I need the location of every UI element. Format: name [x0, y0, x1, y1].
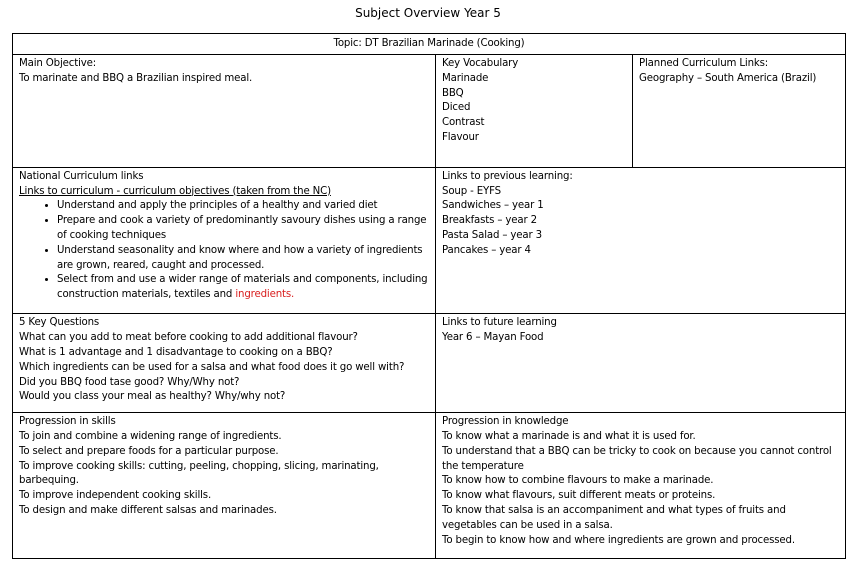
nc-bullet: • Understand seasonality and know where and how a variety of ingredients are grown, reared, caught and processed. [57, 244, 429, 274]
nc-highlight-word: ingredients. [235, 289, 295, 301]
knowledge-item: To know how to combine flavours to make a marinade. [442, 475, 714, 487]
overview-table [12, 33, 846, 559]
knowledge-item: To know what a marinade is and what it is used for. [442, 431, 696, 443]
main-objective-text: To marinate and BBQ a Brazilian inspired meal. [19, 72, 253, 84]
page-title: Subject Overview Year 5 [355, 6, 501, 20]
main-objective-heading: Main Objective: [19, 58, 97, 70]
skill-item: To select and prepare foods for a particular purpose. [19, 445, 279, 457]
key-question: Did you BBQ food tase good? Why/Why not? [19, 376, 240, 388]
progression-skills-cell [13, 413, 436, 559]
nc-bullet-list [19, 199, 429, 303]
national-curriculum-subheading: Links to curriculum - curriculum objectives (taken from the NC) [19, 185, 331, 197]
future-learning-cell [436, 314, 846, 413]
future-learning-item: Year 6 – Mayan Food [442, 332, 544, 344]
future-learning-heading: Links to future learning [442, 317, 557, 329]
knowledge-item: To begin to know how and where ingredients are grown and processed. [442, 534, 795, 546]
nc-bullet [57, 273, 429, 303]
vocab-item: Marinade [442, 72, 489, 84]
nc-bullet: • Understand and apply the principles of a healthy and varied diet [57, 199, 429, 214]
previous-learning-cell [436, 167, 846, 314]
previous-learning-item: Sandwiches – year 1 [442, 200, 544, 212]
national-curriculum-cell [13, 167, 436, 314]
key-question: What is 1 advantage and 1 disadvantage to cooking on a BBQ? [19, 347, 333, 359]
previous-learning-item: Pasta Salad – year 3 [442, 230, 542, 242]
vocab-item: Flavour [442, 132, 479, 144]
key-question: Which ingredients can be used for a salsa and what food does it go well with? [19, 361, 405, 373]
curriculum-links-cell [633, 55, 846, 168]
vocab-item: Contrast [442, 117, 485, 129]
key-vocabulary-heading: Key Vocabulary [442, 58, 519, 70]
key-questions-cell [13, 314, 436, 413]
skill-item: To join and combine a widening range of ingredients. [19, 431, 282, 443]
key-question: What can you add to meat before cooking to add additional flavour? [19, 332, 358, 344]
knowledge-item: To understand that a BBQ can be tricky to cook on because you cannot control the temperature [442, 445, 832, 472]
skill-item: To design and make different salsas and marinades. [19, 505, 277, 517]
knowledge-item: To know what flavours, suit different meats or proteins. [442, 490, 716, 502]
main-objective-cell [13, 55, 436, 168]
progression-skills-heading: Progression in skills [19, 416, 116, 428]
key-questions-heading: 5 Key Questions [19, 317, 100, 329]
vocab-item: Diced [442, 102, 471, 114]
progression-knowledge-cell [436, 413, 846, 559]
previous-learning-heading: Links to previous learning: [442, 170, 573, 182]
skill-item: To improve cooking skills: cutting, peeling, chopping, slicing, marinating, barbequing. [19, 460, 379, 487]
nc-bullet: • Prepare and cook a variety of predominantly savoury dishes using a range of cooking techniques [57, 214, 429, 244]
national-curriculum-heading: National Curriculum links [19, 170, 144, 182]
curriculum-links-text: Geography – South America (Brazil) [639, 72, 817, 84]
knowledge-item: To know that salsa is an accompaniment and what types of fruits and vegetables can be used in a salsa. [442, 505, 786, 531]
nc-bullet-text: Select from and use a wider range of materials and components, including construction materials, textiles and [57, 274, 428, 301]
curriculum-links-heading: Planned Curriculum Links: [639, 58, 769, 70]
key-vocabulary-cell [436, 55, 633, 168]
previous-learning-item: Breakfasts – year 2 [442, 215, 537, 227]
previous-learning-item: Soup - EYFS [442, 185, 501, 197]
key-question: Would you class your meal as healthy? Why/why not? [19, 391, 286, 403]
vocab-item: BBQ [442, 87, 464, 99]
topic-header: Topic: DT Brazilian Marinade (Cooking) [13, 34, 846, 55]
previous-learning-item: Pancakes – year 4 [442, 244, 531, 256]
progression-knowledge-heading: Progression in knowledge [442, 416, 569, 428]
skill-item: To improve independent cooking skills. [19, 490, 212, 502]
